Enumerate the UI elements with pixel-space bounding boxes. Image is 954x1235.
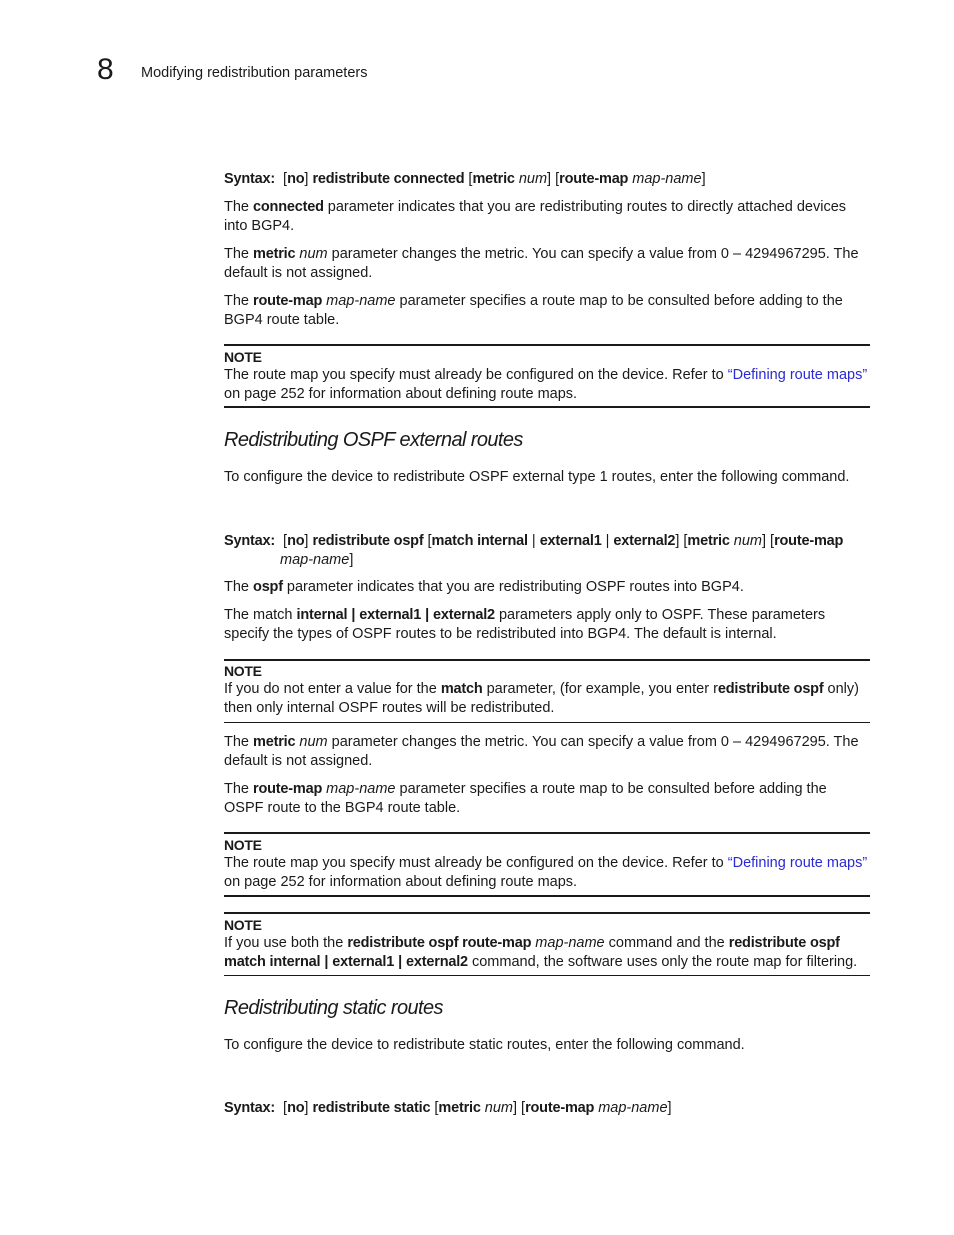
keyword-external2: external2 xyxy=(613,533,676,549)
keyword-external1: external1 xyxy=(539,533,602,549)
section-heading-ospf: Redistributing OSPF external routes xyxy=(224,429,523,451)
paragraph-route-map xyxy=(224,292,870,330)
arg: map-name xyxy=(326,293,396,309)
note-divider xyxy=(224,895,870,897)
keyword-metric: metric xyxy=(438,1100,481,1116)
note-text: command and the xyxy=(608,935,725,951)
keyword-route-map: route-map xyxy=(774,533,844,549)
bracket: ] xyxy=(304,1100,309,1116)
bracket: ] xyxy=(761,533,767,549)
keyword: redistribute ospf route-map xyxy=(347,935,532,951)
paragraph-static-intro xyxy=(224,1036,870,1055)
text: The xyxy=(224,293,249,309)
keyword-route-map: route-map xyxy=(559,171,629,187)
text: The xyxy=(224,734,249,750)
paragraph-ospf xyxy=(224,578,870,597)
note-text: only) then only internal OSPF routes will be redistributed. xyxy=(224,681,859,716)
keyword: redistribute ospf match internal xyxy=(224,935,840,970)
arg-map-name: map-name xyxy=(598,1100,668,1116)
keyword: external2 xyxy=(433,607,495,623)
bracket: [ xyxy=(555,171,560,187)
pipe: | xyxy=(605,533,610,549)
chapter-number: 8 xyxy=(97,53,114,86)
arg: num xyxy=(299,734,328,750)
chapter-title: Modifying redistribution parameters xyxy=(141,65,368,81)
bracket: [ xyxy=(434,1100,439,1116)
section-heading-static: Redistributing static routes xyxy=(224,997,443,1019)
syntax-label: Syntax: xyxy=(224,171,275,187)
keyword-metric: metric xyxy=(472,171,515,187)
syntax-connected xyxy=(224,170,870,189)
note-match xyxy=(224,662,870,718)
bracket: ] xyxy=(304,171,309,187)
keyword-metric: metric xyxy=(687,533,730,549)
pipe: | xyxy=(398,954,403,970)
note-box xyxy=(224,659,870,661)
note-divider xyxy=(224,406,870,408)
arg-num: num xyxy=(484,1100,513,1116)
keyword-no: no xyxy=(287,533,305,549)
bracket: ] xyxy=(304,533,309,549)
keyword-command: redistribute static xyxy=(312,1100,431,1116)
note-route-map-filtering xyxy=(224,916,870,972)
note-text: The route map you specify must already be configured on the device. Refer to xyxy=(224,367,724,383)
note-route-map xyxy=(224,348,870,404)
paragraph-connected xyxy=(224,198,870,236)
text: parameter specifies a route map to be consulted before adding to the BGP4 route table. xyxy=(224,293,843,328)
text: parameter changes the metric. You can specify a value from 0 – 4294967295. The default is not assigned. xyxy=(224,246,859,281)
bracket: [ xyxy=(283,171,288,187)
syntax-label: Syntax: xyxy=(224,1100,275,1116)
text: parameter indicates that you are redistributing routes to directly attached devices into BGP4. xyxy=(224,199,847,234)
defining-route-maps-link[interactable]: “Defining route maps” xyxy=(727,855,868,871)
bracket: ] xyxy=(547,171,552,187)
paragraph-metric xyxy=(224,245,870,283)
note-text: If you use both the xyxy=(224,935,344,951)
bracket: ] xyxy=(675,533,680,549)
arg: num xyxy=(299,246,328,262)
keyword: route-map xyxy=(253,293,323,309)
arg: map-name xyxy=(326,781,396,797)
defining-route-maps-link[interactable]: “Defining route maps” xyxy=(727,367,868,383)
keyword: external1 xyxy=(332,954,395,970)
keyword: external2 xyxy=(406,954,468,970)
keyword: ospf xyxy=(253,579,283,595)
pipe: | xyxy=(324,954,329,970)
arg-num: num xyxy=(733,533,762,549)
keyword: edistribute ospf xyxy=(717,681,824,697)
bracket: [ xyxy=(427,533,432,549)
syntax-static xyxy=(224,1099,870,1118)
bracket: [ xyxy=(683,533,688,549)
note-route-map xyxy=(224,836,870,892)
pipe: | xyxy=(425,607,430,623)
keyword-route-map: route-map xyxy=(525,1100,595,1116)
keyword-no: no xyxy=(287,1100,305,1116)
syntax-ospf xyxy=(224,532,870,570)
keyword-match-internal: match internal xyxy=(431,533,528,549)
note-divider xyxy=(224,975,870,976)
note-box xyxy=(224,912,870,914)
text: To configure the device to redistribute OSPF external type 1 routes, enter the following command. xyxy=(224,469,850,485)
syntax-label: Syntax: xyxy=(224,533,275,549)
text: The xyxy=(224,199,249,215)
paragraph-metric xyxy=(224,733,870,771)
bracket: ] xyxy=(667,1100,672,1116)
paragraph-ospf-intro xyxy=(224,468,870,487)
bracket: ] xyxy=(512,1100,518,1116)
keyword-command: redistribute ospf xyxy=(312,533,424,549)
text: parameters apply only to OSPF. These parameters specify the types of OSPF routes to be redistributed into BGP4. The default is internal. xyxy=(224,607,826,642)
text: parameter indicates that you are redistributing OSPF routes into BGP4. xyxy=(286,579,744,595)
text: To configure the device to redistribute static routes, enter the following command. xyxy=(224,1037,745,1053)
note-text: If you do not enter a value for the xyxy=(224,681,437,697)
note-text: command, the software uses only the route map for filtering. xyxy=(471,954,858,970)
pipe: | xyxy=(351,607,356,623)
bracket: [ xyxy=(468,171,473,187)
arg-num: num xyxy=(518,171,548,187)
note-box xyxy=(224,832,870,834)
text: The match xyxy=(224,607,293,623)
note-text: parameter, (for example, you enter r xyxy=(486,681,718,697)
note-text: on page 252 for information about defining route maps. xyxy=(224,874,578,890)
note-text: on page 252 for information about defining route maps. xyxy=(224,386,578,402)
arg: map-name xyxy=(535,935,605,951)
keyword: internal xyxy=(296,607,348,623)
bracket: [ xyxy=(283,533,288,549)
note-label: NOTE xyxy=(224,917,262,933)
text: The xyxy=(224,781,249,797)
bracket: ] xyxy=(701,171,706,187)
keyword: metric xyxy=(253,246,296,262)
paragraph-route-map xyxy=(224,780,870,818)
note-text: The route map you specify must already be configured on the device. Refer to xyxy=(224,855,724,871)
text: The xyxy=(224,579,249,595)
bracket: [ xyxy=(283,1100,288,1116)
note-box xyxy=(224,344,870,346)
arg-map-name: map-name xyxy=(632,171,702,187)
keyword: external1 xyxy=(359,607,422,623)
bracket: [ xyxy=(770,533,775,549)
text: parameter changes the metric. You can specify a value from 0 – 4294967295. The default is not assigned. xyxy=(224,734,859,769)
keyword-no: no xyxy=(287,171,305,187)
keyword: connected xyxy=(253,199,324,215)
note-label: NOTE xyxy=(224,837,262,853)
keyword: match xyxy=(440,681,483,697)
text: parameter specifies a route map to be consulted before adding the OSPF route to the BGP4 route table. xyxy=(224,781,827,816)
note-divider xyxy=(224,722,870,723)
note-label: NOTE xyxy=(224,349,262,365)
note-label: NOTE xyxy=(224,663,262,679)
bracket: [ xyxy=(521,1100,526,1116)
text: The xyxy=(224,246,249,262)
keyword-command: redistribute connected xyxy=(312,171,465,187)
keyword: route-map xyxy=(253,781,323,797)
paragraph-match xyxy=(224,606,870,644)
keyword: metric xyxy=(253,734,296,750)
pipe: | xyxy=(531,533,536,549)
bracket: ] xyxy=(349,552,354,568)
arg-map-name: map-name xyxy=(280,552,350,568)
